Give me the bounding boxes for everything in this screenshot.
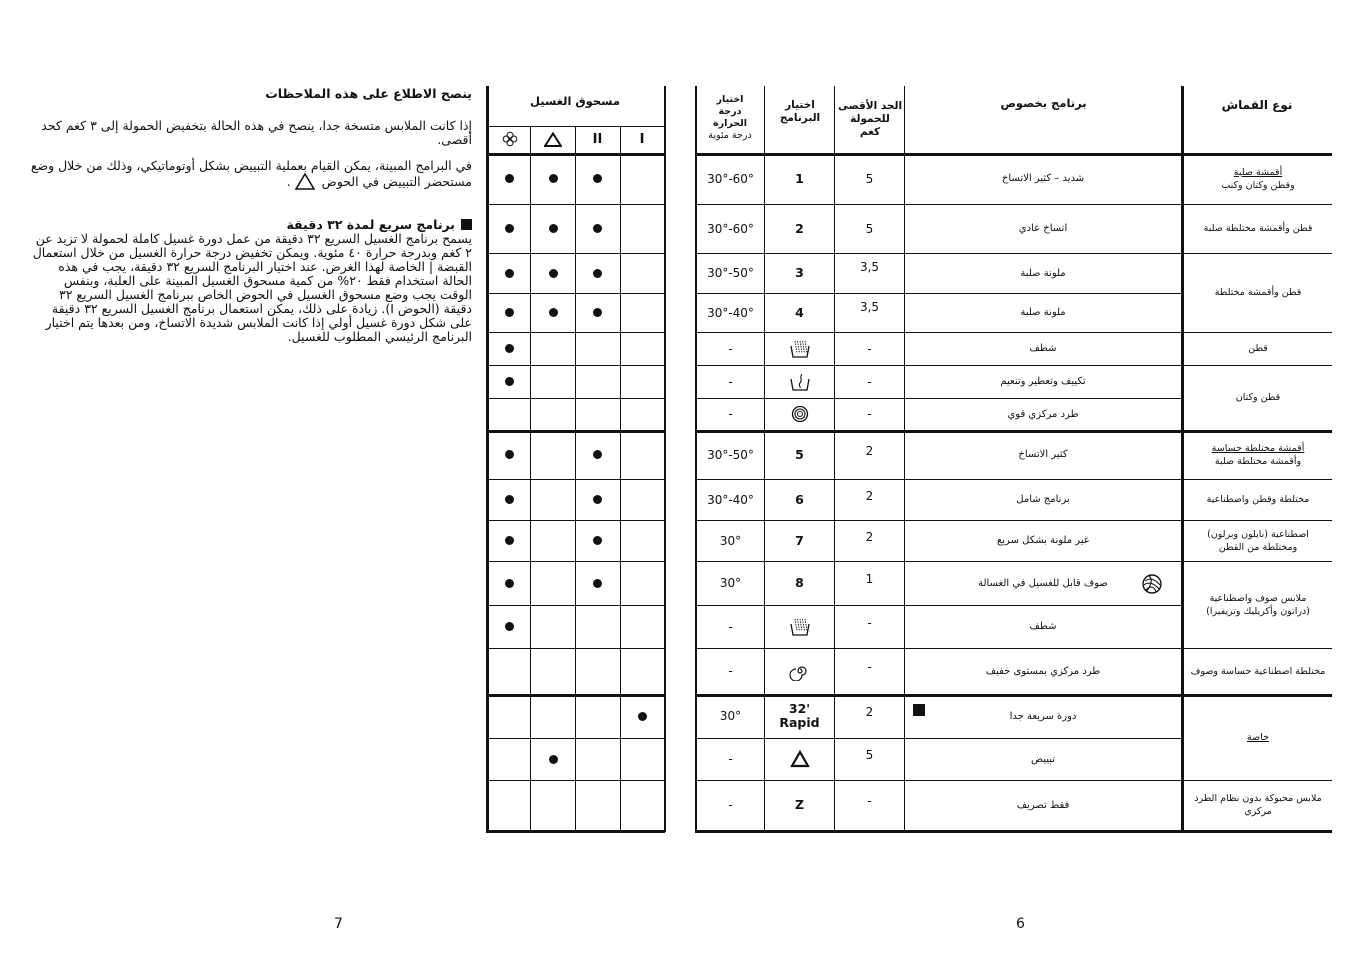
- row-temperature: 30°-40°: [707, 492, 754, 507]
- row-max-load: -: [867, 407, 872, 421]
- row-temperature: -: [728, 664, 733, 678]
- fabric-type: [1185, 332, 1331, 365]
- fabric-type: [1185, 204, 1331, 253]
- header-prog-line1: اختيار: [785, 99, 815, 111]
- row-temperature: -: [728, 374, 733, 389]
- row-description: برنامج شامل: [1016, 494, 1070, 505]
- detergent-dot-cell: [575, 479, 620, 520]
- detergent-dot: [549, 224, 558, 233]
- fabric-line1: ملابس صوف واصطناعية: [1209, 592, 1307, 604]
- fabric-type: [1185, 561, 1331, 648]
- detergent-dot-cell: [575, 561, 620, 605]
- detergent-dot-cell: [488, 561, 531, 605]
- row-program: [765, 694, 834, 738]
- detergent-dot: [593, 308, 602, 317]
- header-fabric: نوع القماش: [1221, 97, 1293, 112]
- fabric-line1: ملابس محبوكة بدون نظام الطرد: [1194, 793, 1322, 804]
- header-temp-line3: الحرارة: [713, 118, 747, 129]
- compartment-ii-label: II: [592, 131, 603, 147]
- detergent-title: مسحوق الغسيل: [529, 94, 621, 108]
- detergent-dot: [593, 174, 602, 183]
- fabric-line1: خاصة: [1247, 731, 1269, 743]
- row-description: دورة سريعة جدا: [1009, 710, 1077, 722]
- detergent-dot: [593, 269, 602, 278]
- row-temperature: -: [728, 619, 733, 634]
- fabric-line1: مختلطة اصطناعية حساسة وصوف: [1190, 665, 1326, 677]
- program-number: 5: [795, 446, 804, 462]
- header-load-line1: الحد الأقصى: [837, 99, 903, 112]
- fabric-type: [1185, 253, 1331, 332]
- detergent-dot: [505, 174, 514, 183]
- row-temperature: 30°-60°: [707, 221, 754, 236]
- compartment-i-label: I: [639, 131, 645, 147]
- row-temperature: 30°-50°: [707, 266, 754, 280]
- fabric-line1: قطن وكتان: [1235, 392, 1281, 403]
- row-description: فقط تصريف: [1016, 799, 1070, 811]
- fabric-type: [1185, 153, 1331, 204]
- program-number: 8: [795, 575, 804, 590]
- det-hline-row: [486, 738, 665, 739]
- program-number: Z: [794, 797, 805, 812]
- fabric-line1: أقمشة صلبة: [1233, 166, 1283, 178]
- header-program-for: برنامج بخصوص: [1000, 95, 1087, 110]
- fabric-line2: (دراتون وأكريليك وتريفيرا): [1206, 605, 1310, 617]
- row-temperature: 30°: [719, 709, 742, 723]
- row-max-load: 5: [865, 748, 874, 762]
- detergent-dot: [549, 269, 558, 278]
- row-temperature: 30°: [719, 576, 742, 590]
- row-max-load: -: [867, 660, 872, 674]
- header-temp-line1: اختيار: [716, 94, 744, 105]
- notes-bleach-end: .: [286, 174, 291, 189]
- fabric-hline: [1182, 830, 1332, 833]
- quick-program-title: برنامج سريع لمدة ٣٢ دقيقة: [286, 217, 455, 232]
- row-description: تكييف وتعطير وتنعيم: [1000, 376, 1086, 387]
- detergent-dot-cell: [488, 253, 531, 293]
- row-description: غير ملونة بشكل سريع: [996, 535, 1090, 546]
- detergent-dot: [505, 495, 514, 504]
- row-max-load: 3,5: [859, 260, 880, 274]
- fabric-line2: وأقمشة مختلطة صلبة: [1214, 455, 1302, 467]
- program-number: 7: [795, 532, 804, 548]
- fabric-line1: أقمشة مختلطة حساسة: [1211, 442, 1305, 454]
- page-number-right: 6: [1016, 916, 1025, 932]
- detergent-dot-cell: [575, 153, 620, 204]
- row-description: ملونة صلبة: [1020, 307, 1066, 318]
- spin-strong-icon: [789, 404, 811, 424]
- fabric-type: [1185, 694, 1331, 780]
- detergent-dot: [593, 495, 602, 504]
- softener-icon: [789, 372, 811, 392]
- row-temperature: -: [728, 341, 733, 356]
- row-max-load: -: [867, 341, 872, 356]
- detergent-col-ii: [575, 126, 620, 152]
- fabric-type: [1185, 520, 1331, 561]
- detergent-dot: [638, 712, 647, 721]
- row-program: [765, 293, 834, 332]
- row-description: طرد مركزي قوي: [1007, 408, 1079, 420]
- notes-paragraph-bleach: [30, 159, 472, 190]
- row-temperature: -: [728, 407, 733, 421]
- header-temperature: [696, 88, 764, 148]
- detergent-dot-cell: [531, 293, 575, 332]
- detergent-dot-cell: [488, 365, 531, 398]
- det-hline-header: [486, 126, 665, 127]
- det-hline-row: [486, 780, 665, 781]
- program-number-sub: Rapid: [779, 715, 820, 730]
- wool-ball-icon: [1141, 573, 1163, 595]
- row-temperature: -: [728, 798, 733, 812]
- spin-light-icon: [789, 661, 811, 681]
- program-number: 2: [795, 220, 804, 236]
- header-load-line3: كغم: [859, 125, 881, 138]
- detergent-dot-cell: [531, 253, 575, 293]
- fabric-line1: قطن: [1248, 343, 1268, 354]
- detergent-dot: [505, 308, 514, 317]
- fabric-type: [1185, 780, 1331, 830]
- row-description: تبييض: [1030, 753, 1056, 765]
- header-temp-line2: درجة: [718, 106, 742, 117]
- fabric-line2: مركزي: [1244, 806, 1272, 817]
- row-program: [765, 780, 834, 830]
- row-program: [765, 430, 834, 479]
- fabric-line2: ومختلطة من القطن: [1218, 541, 1298, 553]
- detergent-dot: [505, 377, 514, 386]
- row-description: شطف: [1029, 621, 1057, 632]
- row-max-load: 2: [865, 443, 874, 458]
- detergent-dot-cell: [575, 253, 620, 293]
- row-program: [765, 648, 834, 694]
- row-temperature: -: [728, 752, 733, 766]
- detergent-dot-cell: [488, 204, 531, 253]
- rinse-icon: [789, 617, 811, 637]
- notes-section: [30, 86, 472, 356]
- det-vline-outer: [664, 86, 666, 832]
- detergent-dot: [505, 579, 514, 588]
- detergent-dot: [593, 450, 602, 459]
- row-program: [765, 204, 834, 253]
- row-program: [765, 738, 834, 780]
- detergent-dot: [505, 224, 514, 233]
- fabric-line1: قطن وأقمشة مختلطة: [1214, 287, 1302, 298]
- bleach-triangle-icon: [295, 173, 315, 190]
- detergent-dot-cell: [531, 738, 575, 780]
- detergent-col-triangle: [531, 126, 575, 152]
- detergent-dot-cell: [488, 479, 531, 520]
- row-temperature: 30°-50°: [707, 447, 754, 462]
- detergent-dot-cell: [488, 293, 531, 332]
- program-number: 1: [795, 170, 804, 186]
- row-program: [765, 253, 834, 293]
- row-program: [765, 520, 834, 561]
- quick-program-heading: [30, 218, 472, 232]
- detergent-dot-cell: [575, 520, 620, 561]
- detergent-dot: [549, 308, 558, 317]
- bleach-triangle-icon: [544, 132, 562, 147]
- detergent-dot-cell: [488, 430, 531, 479]
- softener-flower-icon: [502, 131, 518, 147]
- row-max-load: 2: [865, 529, 874, 544]
- row-program: [765, 332, 834, 365]
- detergent-dot-cell: [488, 520, 531, 561]
- program-number: 6: [795, 491, 804, 507]
- row-program: [765, 398, 834, 430]
- header-prog-line2: البرنامج: [779, 112, 821, 124]
- row-program: [765, 479, 834, 520]
- row-max-load: -: [867, 374, 872, 389]
- detergent-dot-cell: [531, 153, 575, 204]
- detergent-dot-cell: [488, 153, 531, 204]
- row-description: ملونة صلبة: [1020, 267, 1066, 279]
- quick-square-icon: [461, 219, 472, 230]
- row-max-load: -: [867, 615, 872, 630]
- rinse-icon: [789, 339, 811, 359]
- bleach-icon: [789, 749, 811, 769]
- detergent-dot-cell: [575, 430, 620, 479]
- det-hline-row: [486, 830, 665, 833]
- row-temperature: 30°-60°: [707, 171, 754, 186]
- notes-title: ينصح الاطلاع على هذه الملاحظات: [265, 86, 472, 101]
- row-program: [765, 605, 834, 648]
- fabric-line2: وقطن وكتان وكنب: [1221, 179, 1295, 191]
- detergent-dot-cell: [488, 605, 531, 648]
- detergent-dot-cell: [620, 694, 664, 738]
- fabric-line1: قطن وأقمشة مختلطة صلبة: [1203, 223, 1313, 234]
- detergent-dot: [505, 269, 514, 278]
- detergent-col-i: [620, 126, 664, 152]
- detergent-dot: [505, 536, 514, 545]
- program-number: 3: [795, 265, 804, 280]
- rapid-square-icon: [913, 704, 925, 716]
- notes-paragraph-load: إذا كانت الملابس متسخة جدا، ينصح في هذه الحالة بتخفيض الحمولة إلى ٣ كغم كحد أقصى.: [41, 118, 472, 147]
- detergent-dot: [549, 755, 558, 764]
- fabric-type: [1185, 365, 1331, 430]
- detergent-table: [486, 86, 666, 832]
- row-description: اتساخ عادي: [1018, 223, 1068, 234]
- header-temp-line4: درجة مئوية: [708, 130, 752, 141]
- detergent-dot-cell: [531, 204, 575, 253]
- row-description: شديد – كثير الاتساخ: [1001, 173, 1085, 184]
- detergent-dot-cell: [575, 204, 620, 253]
- row-max-load: 5: [865, 221, 874, 236]
- fabric-type: [1185, 648, 1331, 694]
- fabric-line1: اصطناعية (نايلون وبرلون): [1207, 528, 1309, 540]
- row-max-load: 2: [865, 705, 874, 719]
- row-program: [765, 365, 834, 398]
- det-hline-row: [486, 648, 665, 649]
- detergent-dot: [505, 622, 514, 631]
- detergent-dot: [593, 579, 602, 588]
- row-description: طرد مركزي بمستوى خفيف: [985, 665, 1101, 677]
- fabric-line1: مختلطة وقطن واصطناعية: [1206, 494, 1310, 505]
- detergent-dot: [593, 536, 602, 545]
- header-max-load: [835, 88, 905, 150]
- quick-program-body: يسمح برنامج الغسيل السريع ٣٢ دقيقة من عمل دورة غسيل كاملة لحمولة لا تزيد عن ٢ كغم وبدرجة حرارة ٤٠ مئوية. ويمكن تخفيض درجة حرارة الغسيل من خلال استعمال القبضة | الخاصة لهذا الغرض. عند اختيار البرنامج السريع ٣٢ دقيقة، يجب في هذه الحالة استخدام فقط ٢٠% من كمية مسحوق الغسيل المبينة على العلبة، وبنفس الوقت يجب وضع مسحوق الغسيل في الحوض الخاص ببرنامج الغسيل السريع ٣٢ دقيقة (الحوض I). زيادة على ذلك، يمكن استعمال برنامج الغسيل السريع ٣٢ دقيقة على شكل دورة غسيل أولي إذا كانت الملابس شديدة الاتساخ، ومن بعدها يتم اختيار البرنامج الرئيسي المطلوب للغسيل.: [32, 231, 472, 344]
- row-description: كثير الاتساخ: [1018, 449, 1068, 460]
- row-temperature: 30°: [719, 533, 742, 548]
- row-max-load: 3,5: [859, 299, 880, 314]
- row-program: [765, 153, 834, 204]
- detergent-dot-cell: [488, 332, 531, 365]
- row-max-load: 1: [865, 572, 874, 586]
- main-vline-fabric: [1181, 86, 1184, 832]
- detergent-dot: [593, 224, 602, 233]
- detergent-col-flower: [488, 126, 531, 152]
- fabric-type: [1185, 430, 1331, 479]
- det-hline-row: [486, 398, 665, 399]
- main-hline-row: [695, 830, 1182, 833]
- detergent-dot: [549, 174, 558, 183]
- row-temperature: 30°-40°: [707, 305, 754, 320]
- row-description: شطف: [1029, 343, 1057, 354]
- notes-bleach-text: في البرامج المبينة، يمكن القيام بعملية التبييض بشكل أوتوماتيكي، وذلك من خلال وضع مستحضر التبييض في الحوض: [30, 158, 472, 189]
- row-max-load: 2: [865, 488, 874, 503]
- row-max-load: 5: [865, 171, 874, 186]
- detergent-dot: [505, 450, 514, 459]
- program-number: 4: [795, 304, 804, 320]
- row-program: [765, 561, 834, 605]
- row-description: صوف قابل للغسيل في الغسالة: [978, 577, 1108, 589]
- detergent-dot-cell: [575, 293, 620, 332]
- row-max-load: -: [867, 794, 872, 808]
- header-load-line2: للحمولة: [850, 112, 890, 125]
- fabric-type: [1185, 479, 1331, 520]
- detergent-dot: [505, 344, 514, 353]
- header-program-select: [765, 88, 835, 136]
- program-number: 32': [788, 701, 811, 716]
- page-number-left: 7: [334, 916, 343, 932]
